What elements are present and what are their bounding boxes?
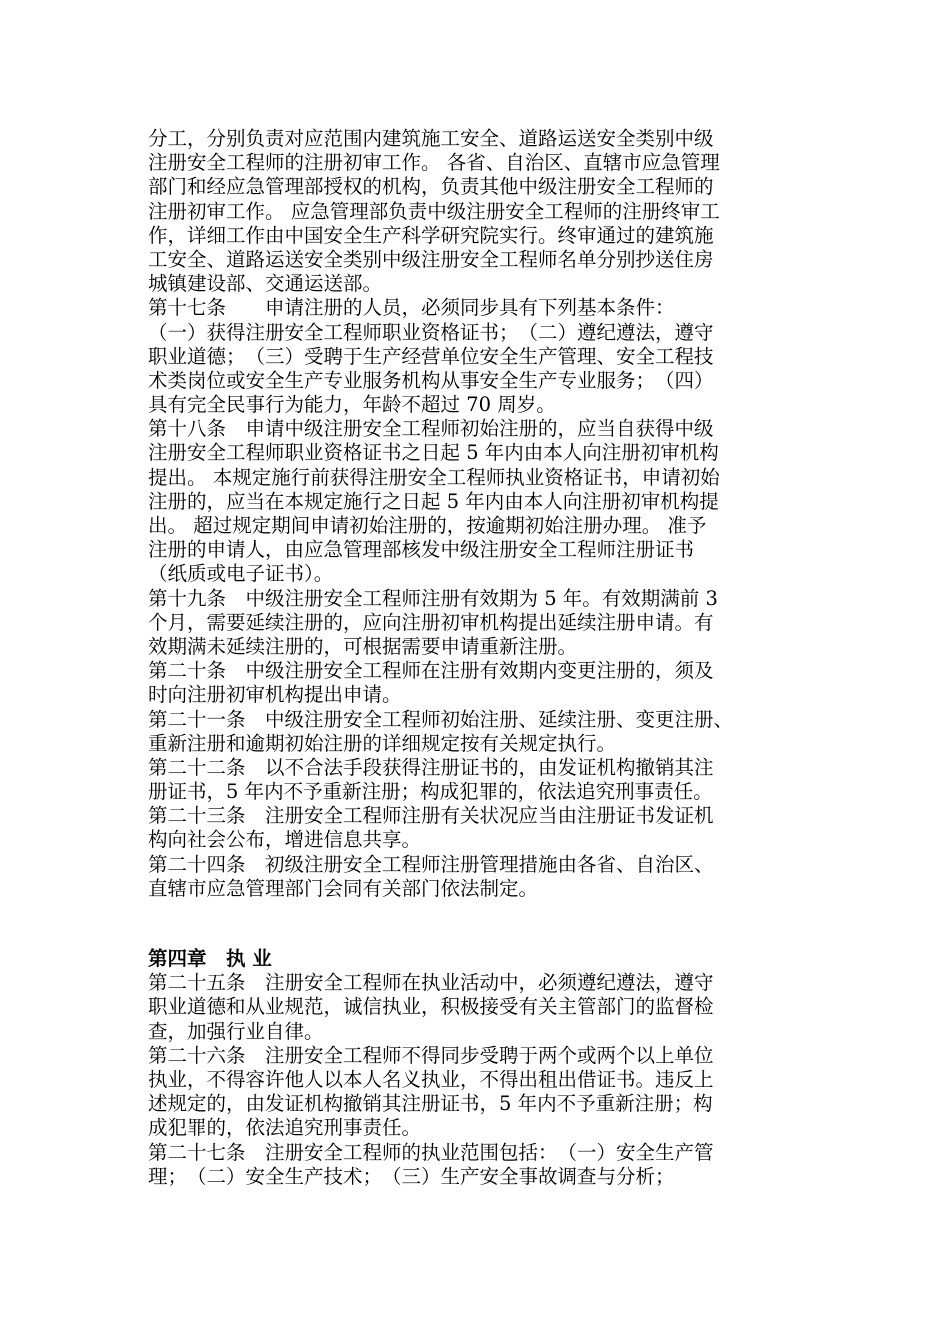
text-line: 第二十一条 中级注册安全工程师初始注册、延续注册、变更注册、 xyxy=(148,707,734,731)
text-line: 作，详细工作由中国安全生产科学研究院实行。终审通过的建筑施 xyxy=(148,223,714,247)
text-line: 第二十条 中级注册安全工程师在注册有效期内变更注册的，须及 xyxy=(148,659,714,683)
text-line: 术类岗位或安全生产专业服务机构从事安全生产专业服务； （四） xyxy=(148,368,714,392)
text-line: 直辖市应急管理部门会同有关部门依法制定。 xyxy=(148,876,539,900)
text-line: 注册安全工程师的注册初审工作。 各省、自治区、直辖市应急管理 xyxy=(148,151,720,175)
text-line: 城镇建设部、交通运送部。 xyxy=(148,272,383,296)
text-line: （一）获得注册安全工程师职业资格证书； （二）遵纪遵法，遵守 xyxy=(148,320,714,344)
text-line: 第十八条 申请中级注册安全工程师初始注册的，应当自获得中级 xyxy=(148,417,714,441)
section-gap xyxy=(148,901,828,947)
text-line: 工安全、道路运送安全类别中级注册安全工程师名单分别抄送住房 xyxy=(148,247,714,271)
text-line: 具有完全民事行为能力，年龄不超过 70 周岁。 xyxy=(148,393,556,417)
chapter-heading: 第四章 执 业 xyxy=(148,947,272,970)
text-line: 效期满未延续注册的，可根据需要申请重新注册。 xyxy=(148,634,578,658)
text-line: 执业，不得容许他人以本人名义执业，不得出租出借证书。违反上 xyxy=(148,1067,714,1091)
text-line: 出。 超过规定期间申请初始注册的，按逾期初始注册办理。 准予 xyxy=(148,514,707,537)
text-line: 注册安全工程师职业资格证书之日起 5 年内由本人向注册初审机构 xyxy=(148,441,719,465)
text-line: 注册的，应当在本规定施行之日起 5 年内由本人向注册初审机构提 xyxy=(148,489,719,513)
text-block-articles-17-24 xyxy=(148,127,828,901)
text-line: 第二十六条 注册安全工程师不得同步受聘于两个或两个以上单位 xyxy=(148,1043,714,1067)
text-line: 第二十七条 注册安全工程师的执业范围包括： （一）安全生产管 xyxy=(148,1140,714,1164)
text-line: 册证书，5 年内不予重新注册；构成犯罪的，依法追究刑事责任。 xyxy=(148,780,713,804)
text-line: 第十七条 申请注册的人员，必须同步具有下列基本条件： xyxy=(148,296,675,320)
text-line: 理； （二）安全生产技术； （三）生产安全事故调查与分析； xyxy=(148,1164,675,1188)
text-line: 注册初审工作。 应急管理部负责中级注册安全工程师的注册终审工 xyxy=(148,199,720,223)
text-line: 注册的申请人，由应急管理部核发中级注册安全工程师注册证书 xyxy=(148,538,695,562)
text-line: 个月，需要延续注册的，应向注册初审机构提出延续注册申请。有 xyxy=(148,610,714,634)
text-line: 职业道德和从业规范，诚信执业，积极接受有关主管部门的监督检 xyxy=(148,995,714,1019)
text-line: 成犯罪的，依法追究刑事责任。 xyxy=(148,1116,422,1140)
text-line: 重新注册和逾期初始注册的详细规定按有关规定执行。 xyxy=(148,731,617,755)
text-line: 提出。 本规定施行前获得注册安全工程师执业资格证书，申请初始 xyxy=(148,465,720,489)
text-line: 时向注册初审机构提出申请。 xyxy=(148,683,402,707)
text-line: 述规定的，由发证机构撤销其注册证书，5 年内不予重新注册；构 xyxy=(148,1092,713,1116)
text-line: 构向社会公布，增进信息共享。 xyxy=(148,828,422,852)
text-line: 第十九条 中级注册安全工程师注册有效期为 5 年。有效期满前 3 xyxy=(148,586,718,610)
text-line: 职业道德； （三）受聘于生产经营单位安全生产管理、安全工程技 xyxy=(148,344,714,368)
text-line: 第二十二条 以不合法手段获得注册证书的，由发证机构撤销其注 xyxy=(148,755,714,779)
text-line: 第二十五条 注册安全工程师在执业活动中，必须遵纪遵法，遵守 xyxy=(148,971,714,995)
text-line: （纸质或电子证书）。 xyxy=(148,562,334,586)
text-block-articles-25-27 xyxy=(148,971,828,1189)
text-line: 第二十四条 初级注册安全工程师注册管理措施由各省、自治区、 xyxy=(148,852,714,876)
text-line: 部门和经应急管理部授权的机构，负责其他中级注册安全工程师的 xyxy=(148,175,714,199)
text-line: 第二十三条 注册安全工程师注册有关状况应当由注册证书发证机 xyxy=(148,804,714,828)
text-line: 查，加强行业自律。 xyxy=(148,1019,324,1043)
text-line: 分工，分别负责对应范围内建筑施工安全、道路运送安全类别中级 xyxy=(148,127,714,150)
document-page xyxy=(148,127,828,1189)
